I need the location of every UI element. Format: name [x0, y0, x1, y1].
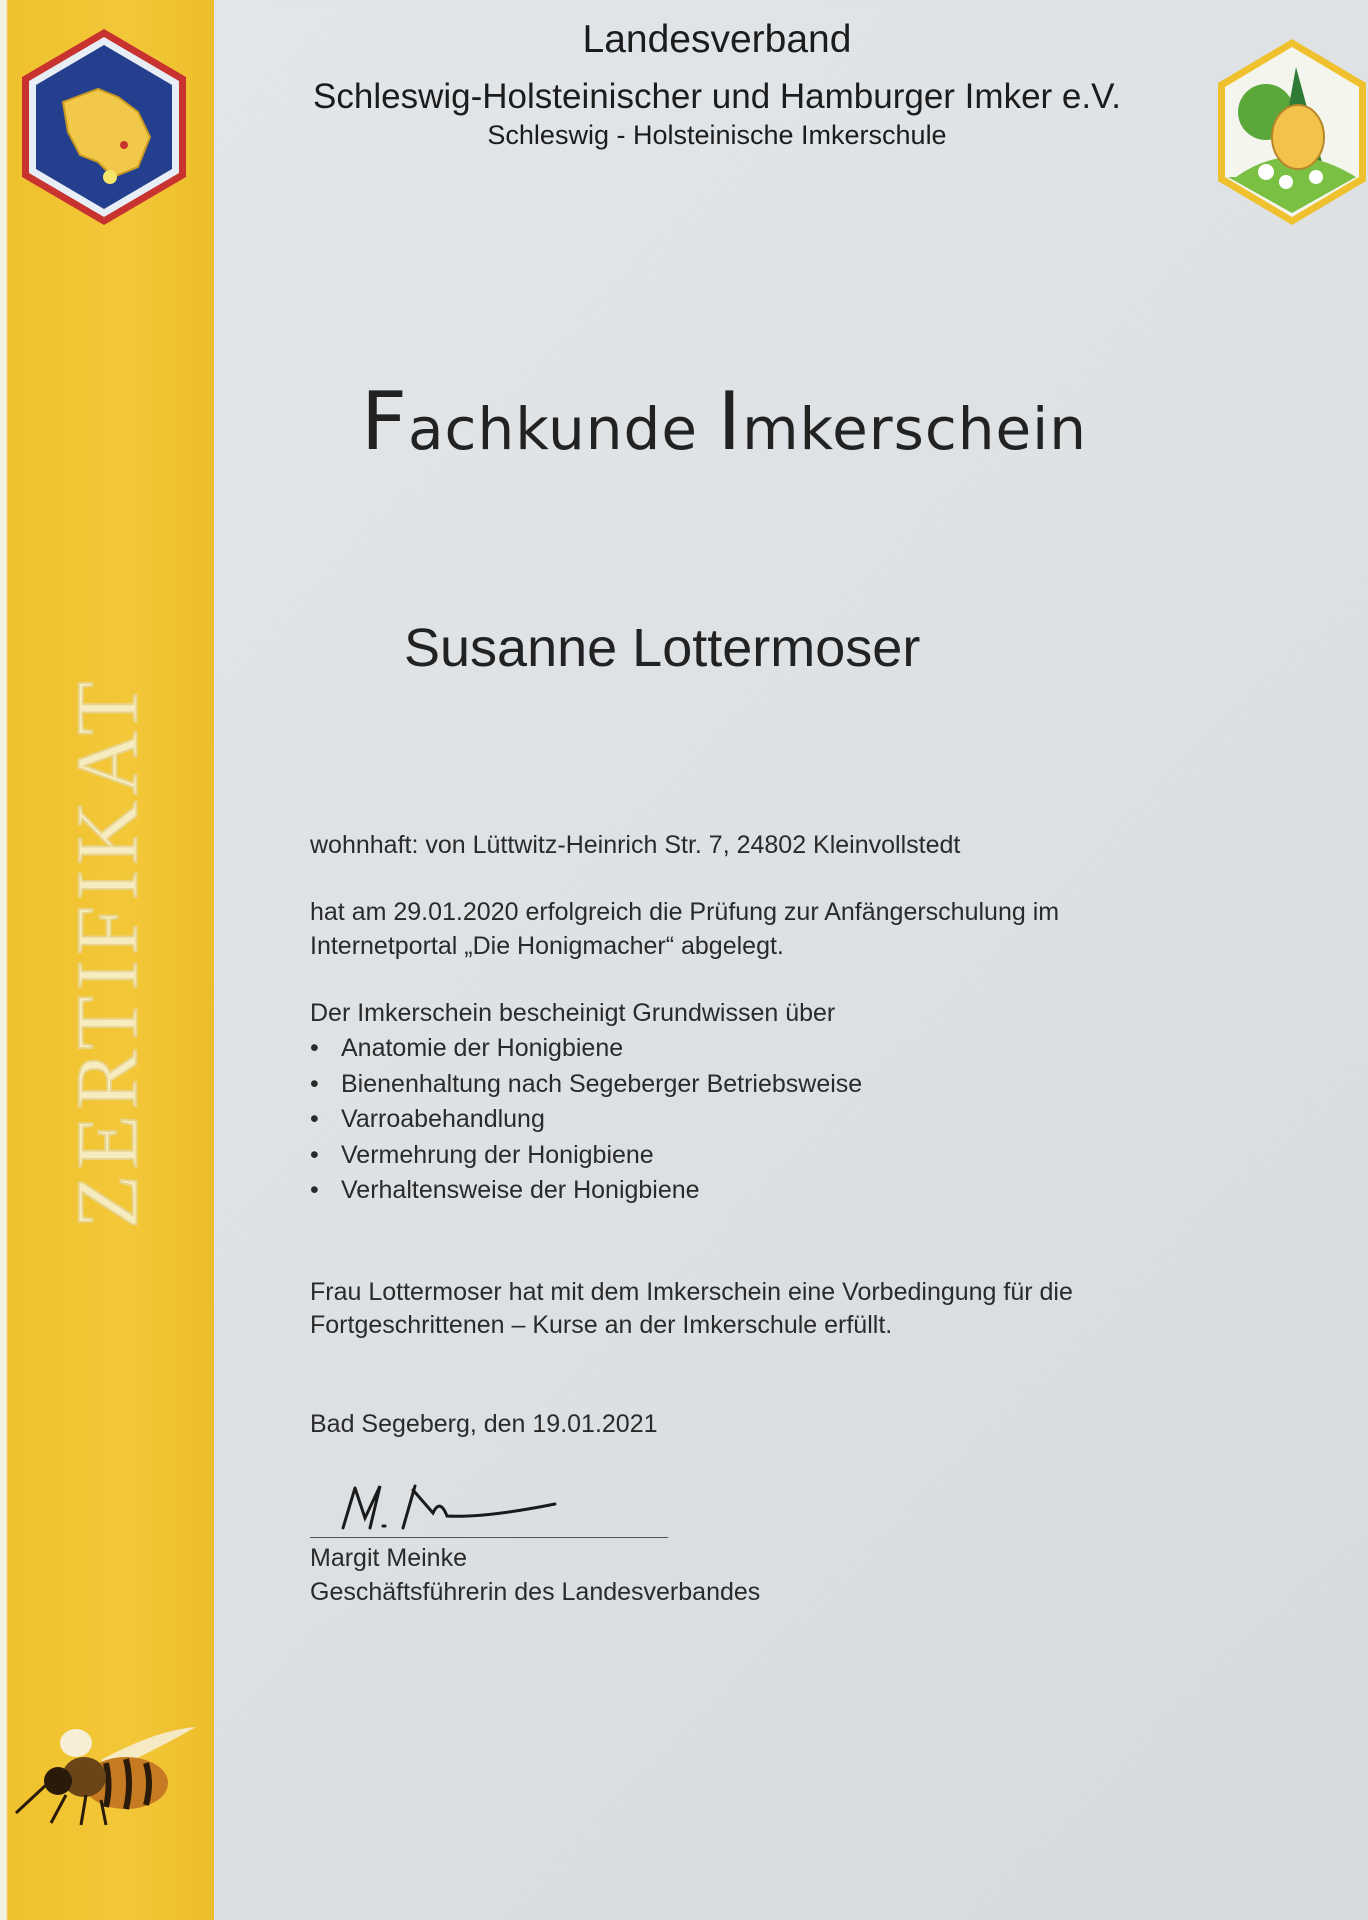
recipient-name: Susanne Lottermoser [404, 618, 921, 678]
topic-label: Anatomie der Honigbiene [341, 1034, 624, 1062]
header-line-1: Landesverband [582, 18, 852, 61]
signature-line [310, 1537, 668, 1538]
topic-item: • Verhaltensweise der Honigbiene [310, 1176, 700, 1204]
topic-label: Bienenhaltung nach Segeberger Betriebsweise [341, 1070, 863, 1098]
topic-label: Vermehrung der Honigbiene [341, 1141, 654, 1169]
header-line-2: Schleswig-Holsteinischer und Hamburger Imker e.V. [313, 77, 1121, 116]
topic-label: Varroabehandlung [341, 1105, 545, 1133]
topics-intro: Der Imkerschein bescheinigt Grundwissen über [310, 999, 836, 1027]
title-word-1: achkunde [408, 395, 718, 463]
closing-line-1: Frau Lottermoser hat mit dem Imkerschein eine Vorbedingung für die [310, 1278, 1073, 1306]
certificate-title [361, 375, 1087, 468]
signatory-role: Geschäftsführerin des Landesverbandes [310, 1578, 761, 1606]
topic-item: • Anatomie der Honigbiene [310, 1034, 624, 1062]
place-date: Bad Segeberg, den 19.01.2021 [310, 1410, 658, 1438]
exam-line-2: Internetportal „Die Honigmacher“ abgelegt. [310, 932, 784, 960]
title-word-2: mkerschein [742, 395, 1088, 463]
bee-icon [6, 1715, 202, 1830]
title-cap-i: I [717, 375, 743, 468]
handwritten-signature-icon [335, 1478, 565, 1538]
closing-line-2: Fortgeschrittenen – Kurse an der Imkerschule erfüllt. [310, 1311, 893, 1339]
topic-item: • Varroabehandlung [310, 1105, 545, 1133]
topic-item: • Vermehrung der Honigbiene [310, 1141, 654, 1169]
address-line: wohnhaft: von Lüttwitz-Heinrich Str. 7, 24802 Kleinvollstedt [310, 831, 961, 859]
topic-item: • Bienenhaltung nach Segeberger Betriebsweise [310, 1070, 863, 1098]
signatory-name: Margit Meinke [310, 1544, 467, 1572]
exam-line-1: hat am 29.01.2020 erfolgreich die Prüfung zur Anfängerschulung im [310, 898, 1060, 926]
vertical-title: ZERTIFIKAT [59, 675, 157, 1229]
header-line-3: Schleswig - Holsteinische Imkerschule [487, 120, 947, 150]
title-cap-f: F [361, 375, 409, 468]
topic-label: Verhaltensweise der Honigbiene [341, 1176, 700, 1204]
